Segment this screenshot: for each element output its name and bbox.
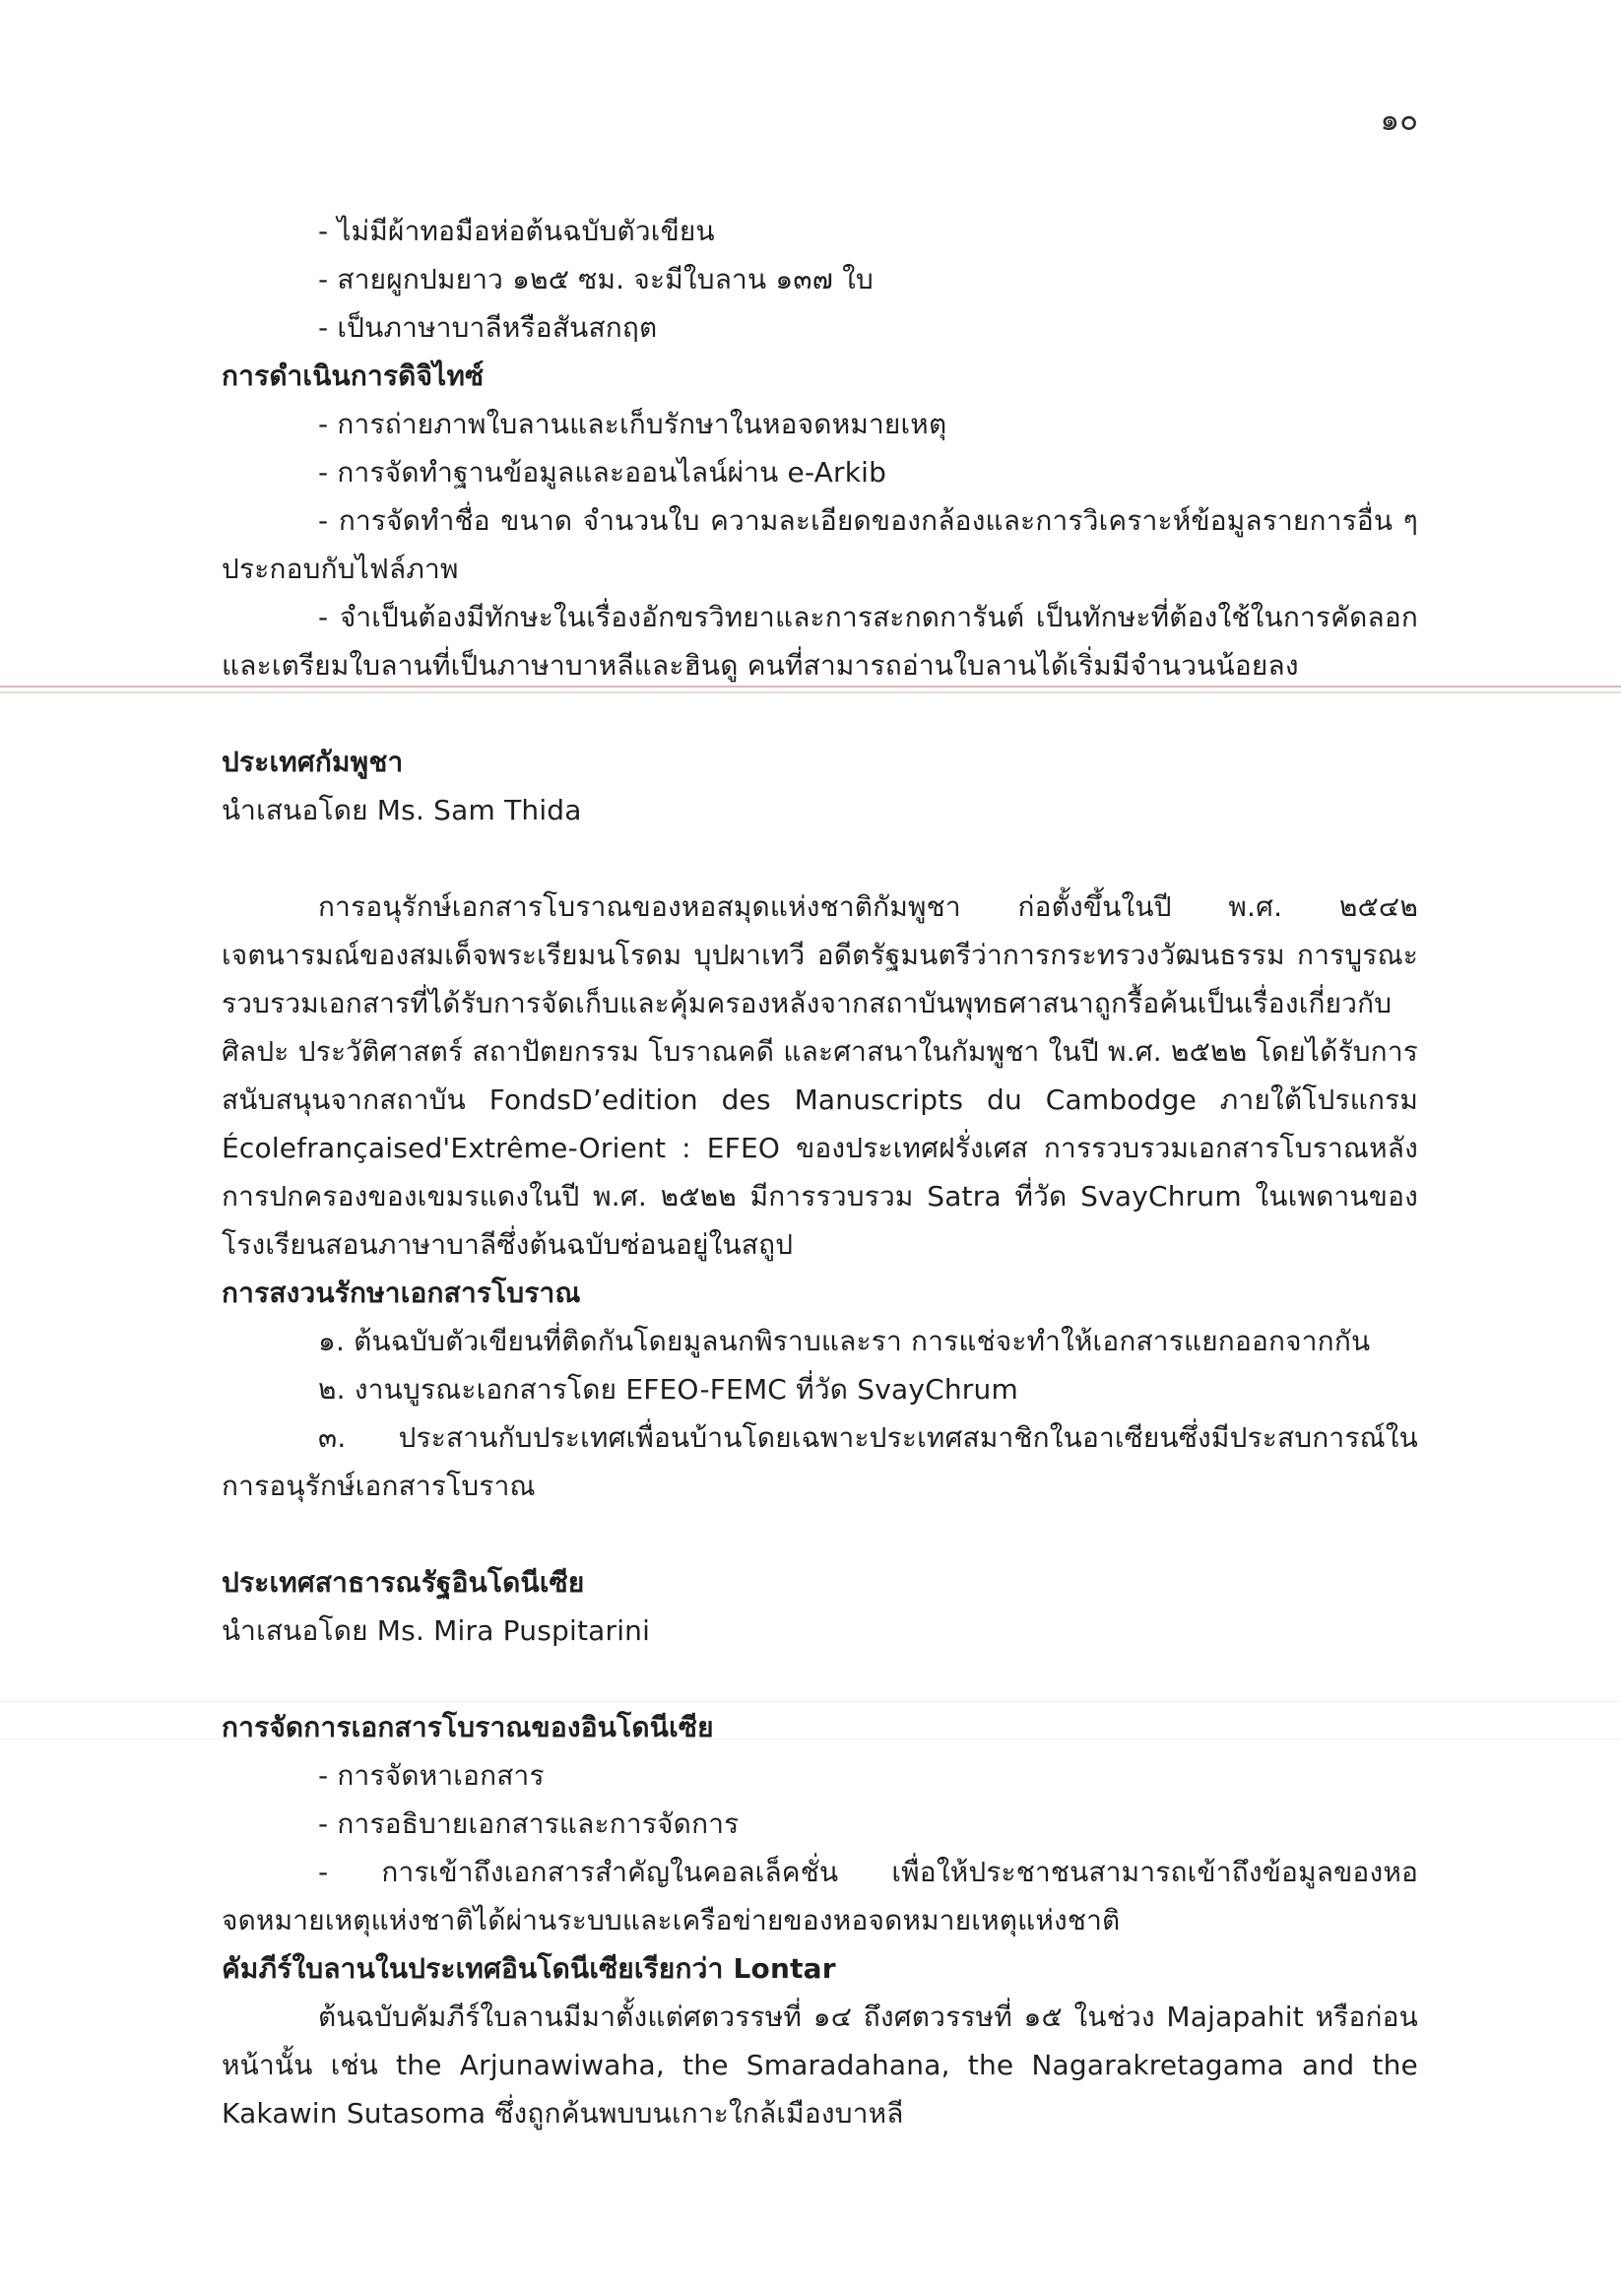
list-item: - สายผูกปมยาว ๑๒๕ ซม. จะมีใบลาน ๑๓๗ ใบ [318,263,874,295]
document-body [222,207,1418,2137]
list-item: - จำเป็นต้องมีทักษะในเรื่องอักขรวิทยาและการสะกดการันต์ เป็นทักษะที่ต้องใช้ในการคัดลอกและเตรียมใบลานที่เป็นภาษาบาหลีและฮินดู คนที่สามารถอ่านใบลานได้เริ่มมีจำนวนน้อยลง [222,601,1418,682]
presenter-line: นำเสนอโดย Ms. Sam Thida [222,794,582,826]
list-item: - การเข้าถึงเอกสารสำคัญในคอลเล็คชั่น เพื่อให้ประชาชนสามารถเข้าถึงข้อมูลของหอจดหมายเหตุแห่งชาติได้ผ่านระบบและเครือข่ายของหอจดหมายเหตุแห่งชาติ [222,1856,1418,1936]
country-heading-cambodia: ประเทศกัมพูชา [222,746,404,778]
section-heading-management: การจัดการเอกสารโบราณของอินโดนีเซีย [222,1711,714,1743]
list-item: - การจัดทำชื่อ ขนาด จำนวนใบ ความละเอียดของกล้องและการวิเคราะห์ข้อมูลรายการอื่น ๆ ประกอบกับไฟล์ภาพ [222,504,1418,585]
list-item: ๑. ต้นฉบับตัวเขียนที่ติดกันโดยมูลนกพิราบและรา การแช่จะทำให้เอกสารแยกออกจากกัน [318,1325,1371,1357]
body-paragraph: ต้นฉบับคัมภีร์ใบลานมีมาตั้งแต่ศตวรรษที่ ๑๔ ถึงศตวรรษที่ ๑๕ ในช่วง Majapahit หรือก่อนหน้านั้น เช่น the Arjunawiwaha, the Smaradahana, the Nagarakretagama and the Kakawin Sutasoma ซึ่งถูกค้นพบบนเกาะใกล้เมืองบาหลี [222,2001,1418,2130]
list-item: - การอธิบายเอกสารและการจัดการ [318,1807,740,1840]
section-heading-digitize: การดำเนินการดิจิไทซ์ [222,360,485,392]
list-item: - ไม่มีผ้าทอมือห่อต้นฉบับตัวเขียน [318,215,715,247]
country-heading-indonesia: ประเทศสาธารณรัฐอินโดนีเซีย [222,1566,585,1599]
list-item: - เป็นภาษาบาลีหรือสันสกฤต [318,311,658,344]
body-paragraph: การอนุรักษ์เอกสารโบราณของหอสมุดแห่งชาติกัมพูชา ก่อตั้งขึ้นในปี พ.ศ. ๒๕๔๒ เจตนารมณ์ของสมเด็จพระเรียมนโรดม บุปผาเทวี อดีตรัฐมนตรีว่าการกระทรวงวัฒนธรรม การบูรณะรวบรวมเอกสารที่ได้รับการจัดเก็บและคุ้มครองหลังจากสถาบันพุทธศาสนาถูกรื้อค้นเป็นเรื่องเกี่ยวกับ ศิลปะ ประวัติศาสตร์ สถาปัตยกรรม โบราณคดี และศาสนาในกัมพูชา ในปี พ.ศ. ๒๕๒๒ โดยได้รับการสนับสนุนจากสถาบัน FondsD’edition des Manuscripts du Cambodge ภายใต้โปรแกรม Écolefrançaised'Extrême-Orient : EFEO ของประเทศฝรั่งเศส การรวบรวมเอกสารโบราณหลังการปกครองของเขมรแดงในปี พ.ศ. ๒๕๒๒ มีการรวบรวม Satra ที่วัด SvayChrum ในเพดานของโรงเรียนสอนภาษาบาลีซึ่งต้นฉบับซ่อนอยู่ในสถูป [222,890,1418,1261]
section-heading-lontar: คัมภีร์ใบลานในประเทศอินโดนีเซียเรียกว่า Lontar [222,1952,836,1985]
presenter-line: นำเสนอโดย Ms. Mira Puspitarini [222,1614,651,1647]
list-item: ๒. งานบูรณะเอกสารโดย EFEO-FEMC ที่วัด SvayChrum [318,1373,1018,1406]
list-item: ๓. ประสานกับประเทศเพื่อนบ้านโดยเฉพาะประเทศสมาชิกในอาเซียนซึ่งมีประสบการณ์ในการอนุรักษ์เอกสารโบราณ [222,1421,1418,1502]
list-item: - การจัดหาเอกสาร [318,1759,545,1792]
list-item: - การจัดทำฐานข้อมูลและออนไลน์ผ่าน e-Arkib [318,456,887,489]
page-number: ๑๐ [1380,102,1418,138]
list-item: - การถ่ายภาพใบลานและเก็บรักษาในหอจดหมายเหตุ [318,408,947,440]
section-heading-conservation: การสงวนรักษาเอกสารโบราณ [222,1277,581,1309]
